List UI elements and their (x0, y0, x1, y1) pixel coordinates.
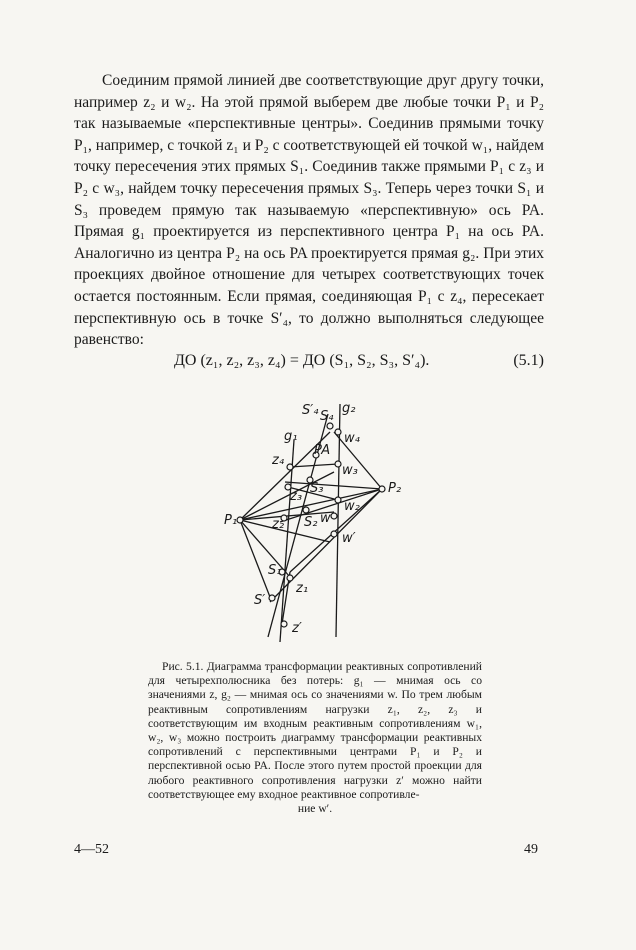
point-w4 (335, 429, 341, 435)
caption-text: Рис. 5.1. Диаграмма трансформации реактивных сопротивлений для четырехполюсника без потерь: g₁ — мнимая ось со значениями z, g₂ — мнимая ось со значениями w. По трем любым реактивным сопротивлениям нагрузки z₁, z₂, z₃ и соответствующим им входным реактивным сопротивлениям w₁, w₂, w₃ можно построить диаграмму трансформации реактивных сопротивлений с перспективными центрами P₁ и P₂ и перспективной осью PA. После этого путем простой проекции для любого реактивного сопротивления нагрузки z′ можно найти соответствующее ему входное реактивное сопротивле- (148, 660, 482, 801)
point-w3 (335, 461, 341, 467)
point-wp (331, 531, 337, 537)
main-paragraph (74, 70, 544, 351)
figure-caption (148, 660, 482, 816)
label-z2: z₂ (272, 517, 285, 532)
label-s4-prime: S′₄ (302, 403, 319, 418)
transformation-diagram (210, 392, 430, 657)
paragraph-text: Соединим прямой линией две соответствующие друг другу точки, например z₂ и w₂. На этой прямой выберем две любые точки P₁ и P₂ так называемые «перспективные центры». Соединив прямыми точку P₁, например, с точкой z₁ и P₂ с соответствующей ей точкой w₁, найдем точку пересечения этих прямых S₁. Соединив также прямыми P₁ с z₃ и P₂ с w₃, найдем точку пересечения прямых S₃. Теперь через точки S₁ и S₃ проведем прямую так называемую «перспективную» ось PA. Прямая g₁ проектируется из перспективного центра P₁ на ось PA. Аналогично из центра P₂ на ось PA проектируется прямая g₂. При этих проекциях двойное отношение для четырех соответствующих точек остается постоянным. Если прямая, соединяющая P₁ с z₄, пересекает перспективную ось в точке S′₄, то должно выполняться следующее равенство: (74, 72, 544, 349)
label-g1: g₁ (284, 429, 298, 444)
point-p1 (237, 517, 243, 523)
label-w3: w₃ (342, 463, 358, 478)
point-sp (269, 595, 275, 601)
page-number: 49 (524, 842, 538, 857)
label-z4: z₄ (272, 453, 285, 468)
label-s1: S₁ (268, 563, 282, 578)
label-s2: S₂ (304, 515, 318, 530)
label-pa: PA (314, 443, 331, 458)
ray-p2-w3 (285, 482, 382, 489)
equation: ДО (z₁, z₂, z₃, z₄) = ДО (S₁, S₂, S₃, S′₄). (174, 352, 430, 369)
point-s2 (303, 507, 309, 513)
label-z-prime: z′ (292, 621, 302, 636)
label-p2: P₂ (388, 481, 402, 496)
label-w2: w₂ (344, 499, 360, 514)
point-w2 (335, 497, 341, 503)
axis-g1 (280, 440, 294, 642)
label-z1: z₁ (296, 581, 309, 596)
point-zp (281, 621, 287, 627)
label-w4: w₄ (344, 431, 360, 446)
label-w1: w (320, 511, 331, 526)
label-w-prime: w′ (342, 531, 356, 546)
caption-last-line: ние w′. (297, 802, 333, 816)
signature-mark: 4—52 (74, 842, 109, 857)
label-g2: g₂ (342, 401, 356, 416)
ray-p1-sp (240, 520, 270, 597)
label-p1: P₁ (224, 513, 238, 528)
equation-number: (5.1) (513, 352, 544, 369)
label-s3: S₃ (310, 481, 324, 496)
label-s4: S₄ (320, 409, 334, 424)
point-z1 (287, 575, 293, 581)
equation-row (74, 352, 544, 376)
label-s-prime: S′ (254, 593, 266, 608)
label-z3: z₃ (290, 489, 303, 504)
point-p2 (379, 486, 385, 492)
point-w1 (331, 513, 337, 519)
point-z4 (287, 464, 293, 470)
